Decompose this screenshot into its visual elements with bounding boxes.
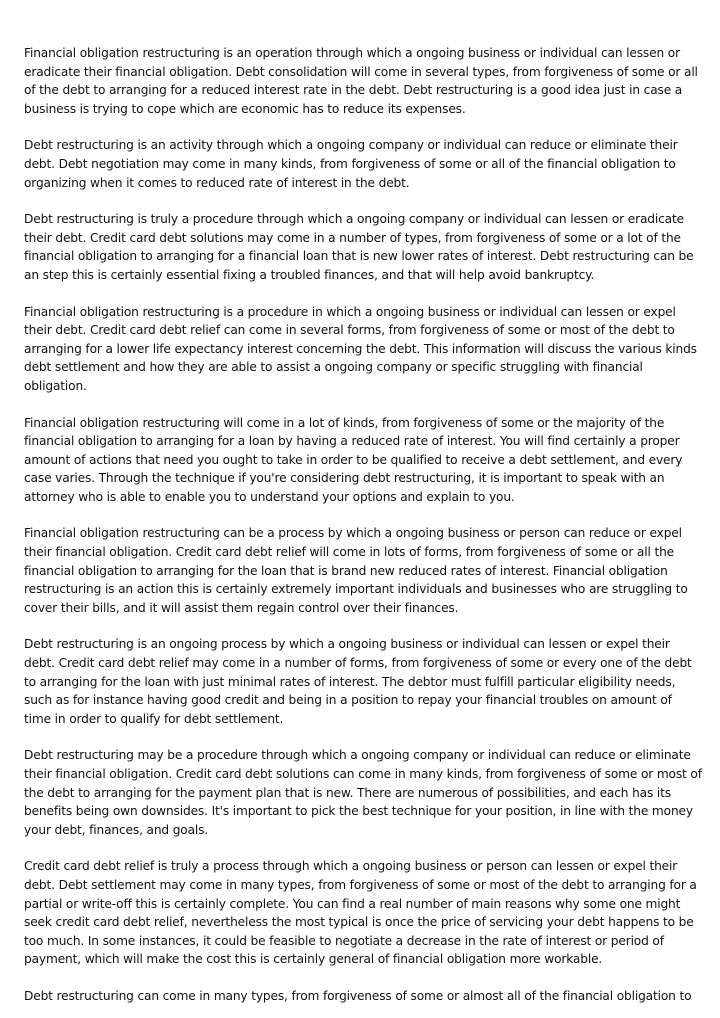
- paragraph: Financial obligation restructuring is a procedure in which a ongoing business or individual can lessen or expel their debt. Credit card debt relief can come in several forms, from forgiveness of some or most of the debt to arranging for a lower life expectancy interest concerning the debt. This information will discuss the various kinds debt settlement and how they are able to assist a ongoing company or specific struggling with financial obligation.: [24, 304, 697, 393]
- paragraph: Debt restructuring is an activity through which a ongoing company or individual can reduce or eliminate their debt. Debt negotiation may come in many kinds, from forgiveness of some or all of the financial obligation to organizing when it comes to reduced rate of interest in the debt.: [24, 138, 678, 190]
- paragraph: Debt restructuring is truly a procedure through which a ongoing company or individual can lessen or eradicate their debt. Credit card debt solutions may come in a number of types, from forgiveness of some or a lot of the financial obligation to arranging for a financial loan that is new lower rates of interest. Debt restructuring can be an step this is certainly essential fixing a troubled finances, and that will help avoid bankruptcy.: [24, 212, 694, 282]
- paragraph: Debt restructuring may be a procedure through which a ongoing company or individual can reduce or eliminate their financial obligation. Credit card debt solutions can come in many kinds, from forgiveness of some or most of the debt to arranging for the payment plan that is new. There are numerous of possibilities, and each has its benefits being own downsides. It's important to pick the best technique for your position, in line with the money your debt, finances, and goals.: [24, 748, 702, 837]
- paragraph: Financial obligation restructuring will come in a lot of kinds, from forgiveness of some or the majority of the financial obligation to arranging for a loan by having a reduced rate of interest. You will find certainly a proper amount of actions that need you ought to take in order to be qualified to receive a debt settlement, and every case varies. Through the technique if you're considering debt restructuring, it is important to speak with an attorney who is able to enable you to understand your options and explain to you.: [24, 415, 683, 504]
- paragraph: Credit card debt relief is truly a process through which a ongoing business or person can lessen or expel their debt. Debt settlement may come in many types, from forgiveness of some or most of the debt to arranging for a partial or write-off this is certainly complete. You can find a real number of main reasons why some one might seek credit card debt relief, nevertheless the most typical is once the price of servicing your debt happens to be too much. In some instances, it could be feasible to negotiate a decrease in the rate of interest or period of payment, which will make the cost this is certainly general of financial obligation more workable.: [24, 859, 697, 967]
- paragraph: Debt restructuring is an ongoing process by which a ongoing business or individual can lessen or expel their debt. Credit card debt relief may come in a number of forms, from forgiveness of some or every one of the debt to arranging for the loan with just minimal rates of interest. The debtor must fulfill particular eligibility needs, such as for instance having good credit and being in a position to repay your financial troubles on amount of time in order to qualify for debt settlement.: [24, 637, 692, 726]
- article-body: [24, 44, 702, 1018]
- paragraph: Financial obligation restructuring is an operation through which a ongoing business or individual can lessen or eradicate their financial obligation. Debt consolidation will come in several types, from forgiveness of some or all of the debt to arranging for a reduced interest rate in the debt. Debt restructuring is a good idea just in case a business is trying to cope which are economic has to reduce its expenses.: [24, 46, 698, 116]
- paragraph: Debt restructuring can come in many types, from forgiveness of some or almost all of the financial obligation to: [24, 988, 692, 1003]
- paragraph: Financial obligation restructuring can be a process by which a ongoing business or person can reduce or expel their financial obligation. Credit card debt relief will come in lots of forms, from forgiveness of some or all the financial obligation to arranging for the loan that is brand new reduced rates of interest. Financial obligation restructuring is an action this is certainly extremely important individuals and businesses who are struggling to cover their bills, and it will assist them regain control over their finances.: [24, 526, 688, 615]
